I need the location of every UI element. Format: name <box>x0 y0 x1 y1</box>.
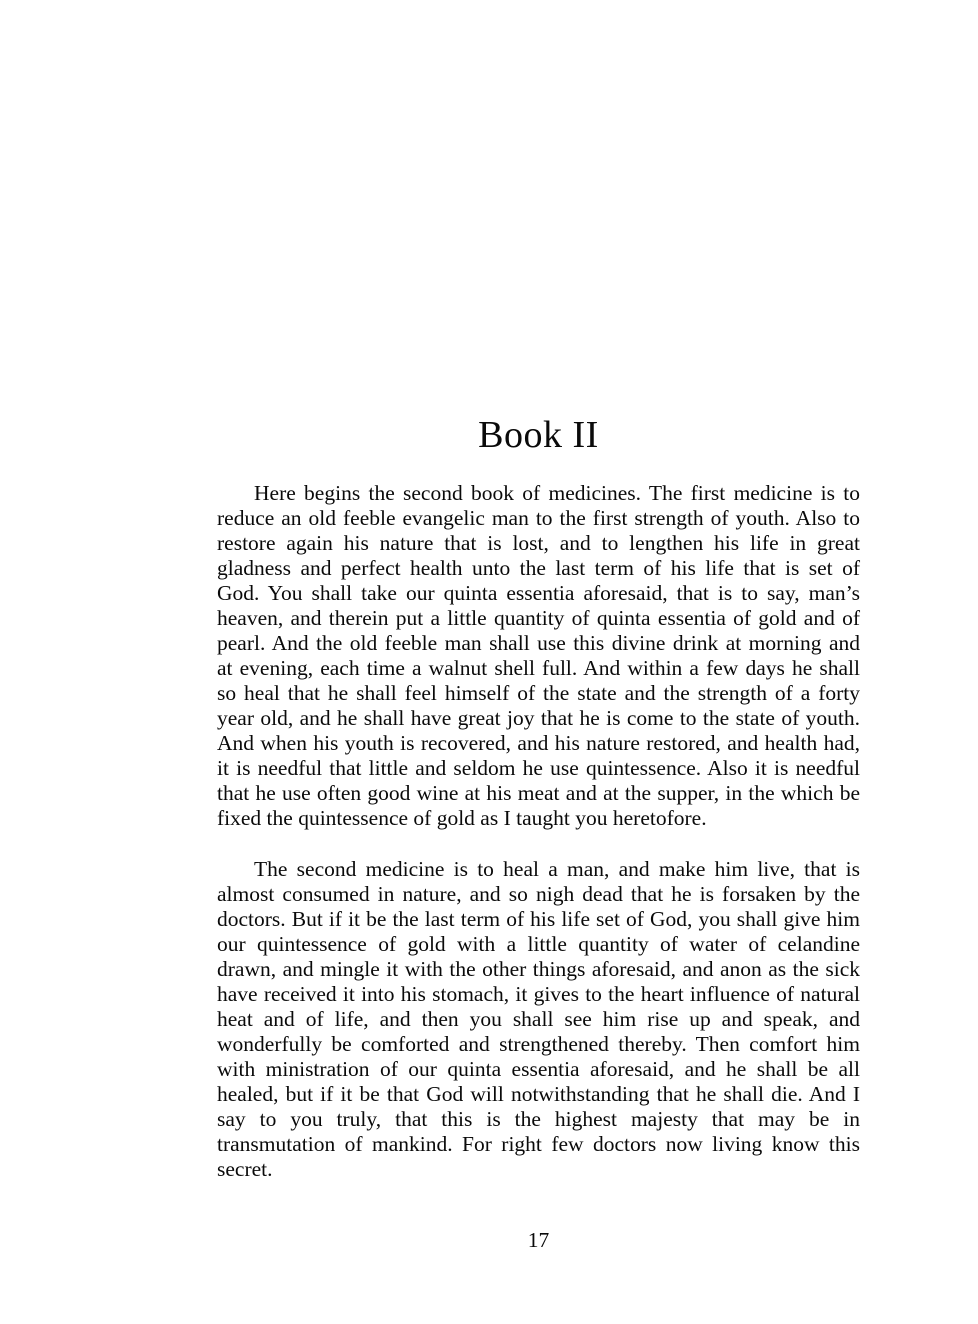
text-line: it is needful that little and seldom he use quintessence. Also it is needful <box>217 756 860 780</box>
text-line: And when his youth is recovered, and his nature restored, and health had, <box>217 731 860 755</box>
text-line: secret. <box>217 1157 273 1181</box>
text-line: God. You shall take our quinta essentia aforesaid, that is to say, man’s <box>217 581 860 605</box>
text-line: our quintessence of gold with a little quantity of water of celandine <box>217 932 860 956</box>
text-line: healed, but if it be that God will notwithstanding that he shall die. And I <box>217 1082 860 1106</box>
text-line: have received it into his stomach, it gives to the heart influence of natural <box>217 982 860 1006</box>
text-line: Here begins the second book of medicines. The first medicine is to <box>254 481 860 505</box>
text-line: restore again his nature that is lost, and to lengthen his life in great <box>217 531 860 555</box>
text-line: wonderfully be comforted and strengthened thereby. Then comfort him <box>217 1032 860 1056</box>
page-number: 17 <box>527 1228 550 1252</box>
text-line: The second medicine is to heal a man, and make him live, that is <box>254 857 860 881</box>
text-line: heaven, and therein put a little quantity of quinta essentia of gold and of <box>217 606 860 630</box>
text-line: reduce an old feeble evangelic man to the first strength of youth. Also to <box>217 506 860 530</box>
text-line: at evening, each time a walnut shell full. And within a few days he shall <box>217 656 860 680</box>
text-line: drawn, and mingle it with the other things aforesaid, and anon as the sick <box>217 957 860 981</box>
text-line: pearl. And the old feeble man shall use this divine drink at morning and <box>217 631 860 655</box>
text-line: fixed the quintessence of gold as I taught you heretofore. <box>217 806 707 830</box>
text-line: with ministration of our quinta essentia aforesaid, and he shall be all <box>217 1057 860 1081</box>
text-line: heat and of life, and then you shall see him rise up and speak, and <box>217 1007 860 1031</box>
paragraph <box>217 857 860 1182</box>
text-line: that he use often good wine at his meat and at the supper, in the which be <box>217 781 860 805</box>
text-line: say to you truly, that this is the highest majesty that may be in <box>217 1107 860 1131</box>
chapter-heading: Book II <box>478 414 599 456</box>
body-text <box>217 481 860 1182</box>
text-line: transmutation of mankind. For right few doctors now living know this <box>217 1132 860 1156</box>
paragraph <box>217 481 860 831</box>
text-line: doctors. But if it be the last term of his life set of God, you shall give him <box>217 907 860 931</box>
text-line: so heal that he shall feel himself of the state and the strength of a forty <box>217 681 860 705</box>
text-line: almost consumed in nature, and so nigh dead that he is forsaken by the <box>217 882 860 906</box>
text-line: gladness and perfect health unto the last term of his life that is set of <box>217 556 860 580</box>
text-line: year old, and he shall have great joy that he is come to the state of youth. <box>217 706 860 730</box>
